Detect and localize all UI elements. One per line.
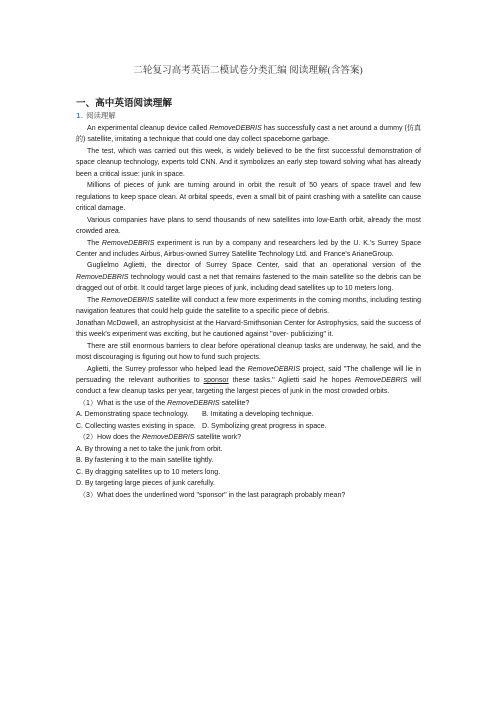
passage-paragraph: [76, 123, 421, 146]
passage-paragraph: [76, 295, 421, 318]
paragraph-text: will conduct a few cleanup tasks per year, targeting the largest pieces of junk in the most crowded orbits.: [76, 376, 421, 396]
option-c: C. By dragging satellites up to 10 meters long.: [76, 468, 221, 476]
paragraph-text: these tasks." Aglietti said he hopes: [228, 376, 355, 384]
question-text: satellite?: [219, 399, 250, 407]
underlined-word: sponsor: [203, 376, 229, 384]
paragraph-text: The test, which was carried out this week, is widely believed to be the first successful demonstration of space cleanup technology, experts told CNN. And it symbolizes an early step toward solving what has already been a critical issue: junk in space.: [76, 147, 421, 178]
project-name: RemoveDEBRIS: [354, 376, 408, 384]
option-b: B. Imitating a developing technique.: [202, 411, 314, 419]
paragraph-text: experiment is run by a company and researchers led by the U. K.'s Surrey Space Center and includes Airbus, Airbus-owned Surrey Satellite Technology Ltd. and France's ArianeGroup.: [76, 239, 421, 258]
sub-heading: [76, 110, 116, 121]
question-1: [76, 398, 421, 409]
passage-paragraph: [76, 215, 421, 238]
paragraph-text: Jonathan McDowell, an astrophysicist at the Harvard-Smithsonian Center for Astrophysics, said the success of this week's experiment was exciting, but he cautioned against "over- publicizing" it.: [76, 319, 421, 339]
question-text: （1）What is the use of the: [79, 399, 168, 407]
passage-paragraph: [76, 318, 421, 341]
paragraph-text: The: [87, 239, 102, 247]
paragraph-text: There are still enormous barriers to clear before operational cleanup tasks are underway, he said, and the most discouraging is figuring out how to fund such projects.: [76, 342, 421, 362]
sub-heading-label: 阅读理解: [86, 111, 116, 120]
paragraph-text: Guglielmo Aglietti, the director of Surrey Space Center, said that an operational version of the: [87, 262, 421, 270]
question-emphasis: RemoveDEBRIS: [142, 434, 195, 442]
project-name: RemoveDEBRIS: [247, 365, 301, 373]
passage-paragraph: [76, 260, 421, 294]
option-a: A. By throwing a net to take the junk from orbit.: [76, 445, 223, 453]
option-d: D. By targeting large pieces of junk carefully.: [76, 480, 215, 488]
paragraph-text: Millions of pieces of junk are turning around in orbit the result of 50 years of space travel and few regulations to keep space clean. At orbital speeds, even a small bit of paint crashing with a satellite can cause critical damage.: [76, 182, 421, 213]
passage-paragraph: [76, 238, 421, 261]
project-name: RemoveDEBRIS: [76, 273, 129, 281]
passage-paragraph: [76, 180, 421, 214]
section-heading: 一、高中英语阅读理解: [76, 98, 172, 109]
paragraph-text: technology would cast a net that remains fastened to the main satellite so the debris can be dragged out of orbit. It could target large pieces of junk, including dead satellites up to 10 meters long.: [76, 273, 421, 293]
paragraph-text: Various companies have plans to send thousands of new satellites into low-Earth orbit, already the most crowded area.: [76, 216, 421, 236]
option-b: B. By fastening it to the main satellite tightly.: [76, 457, 214, 465]
option-a: A. Demonstrating space technology.: [76, 411, 189, 419]
question-3: （3）What does the underlined word "sponsor" in the last paragraph probably mean?: [79, 491, 346, 499]
passage-paragraph: [76, 364, 421, 398]
passage-paragraph: [76, 146, 421, 180]
question-emphasis: RemoveDEBRIS: [167, 399, 220, 407]
paragraph-text: project, said "The challenge will lie in persuading the relevant authorities to: [76, 365, 421, 384]
options-row: [76, 409, 421, 420]
question-2: [76, 432, 421, 443]
paragraph-text: Aglietti, the Surrey professor who helped lead the: [87, 365, 248, 373]
paragraph-text: The: [87, 296, 102, 304]
paragraph-text: An experimental cleanup device called: [87, 125, 210, 132]
question-number: 1.: [76, 111, 84, 120]
paragraph-text: satellite will conduct a few more experiments in the coming months, including testing navigation features that could help guide the satellite to a specific piece of debris.: [76, 296, 421, 316]
paragraph-text: has successfully cast a net around a dummy (仿真的) satellite, imitating a technique that could one day collect spaceborne garbage.: [76, 125, 421, 144]
question-text: （2）How does the: [79, 434, 143, 442]
reading-passage: [76, 123, 421, 501]
options-row: [76, 421, 421, 432]
project-name: RemoveDEBRIS: [101, 239, 155, 247]
project-name: RemoveDEBRIS: [209, 125, 262, 132]
document-title: 二轮复习高考英语二模试卷分类汇编 阅读理解(含答案): [133, 65, 363, 76]
option-c: C. Collecting wastes existing in space.: [76, 422, 196, 430]
passage-paragraph: [76, 341, 421, 364]
option-d: D. Symbolizing great progress in space.: [202, 422, 327, 430]
project-name: RemoveDEBRIS: [101, 296, 154, 304]
question-text: satellite work?: [194, 434, 242, 442]
